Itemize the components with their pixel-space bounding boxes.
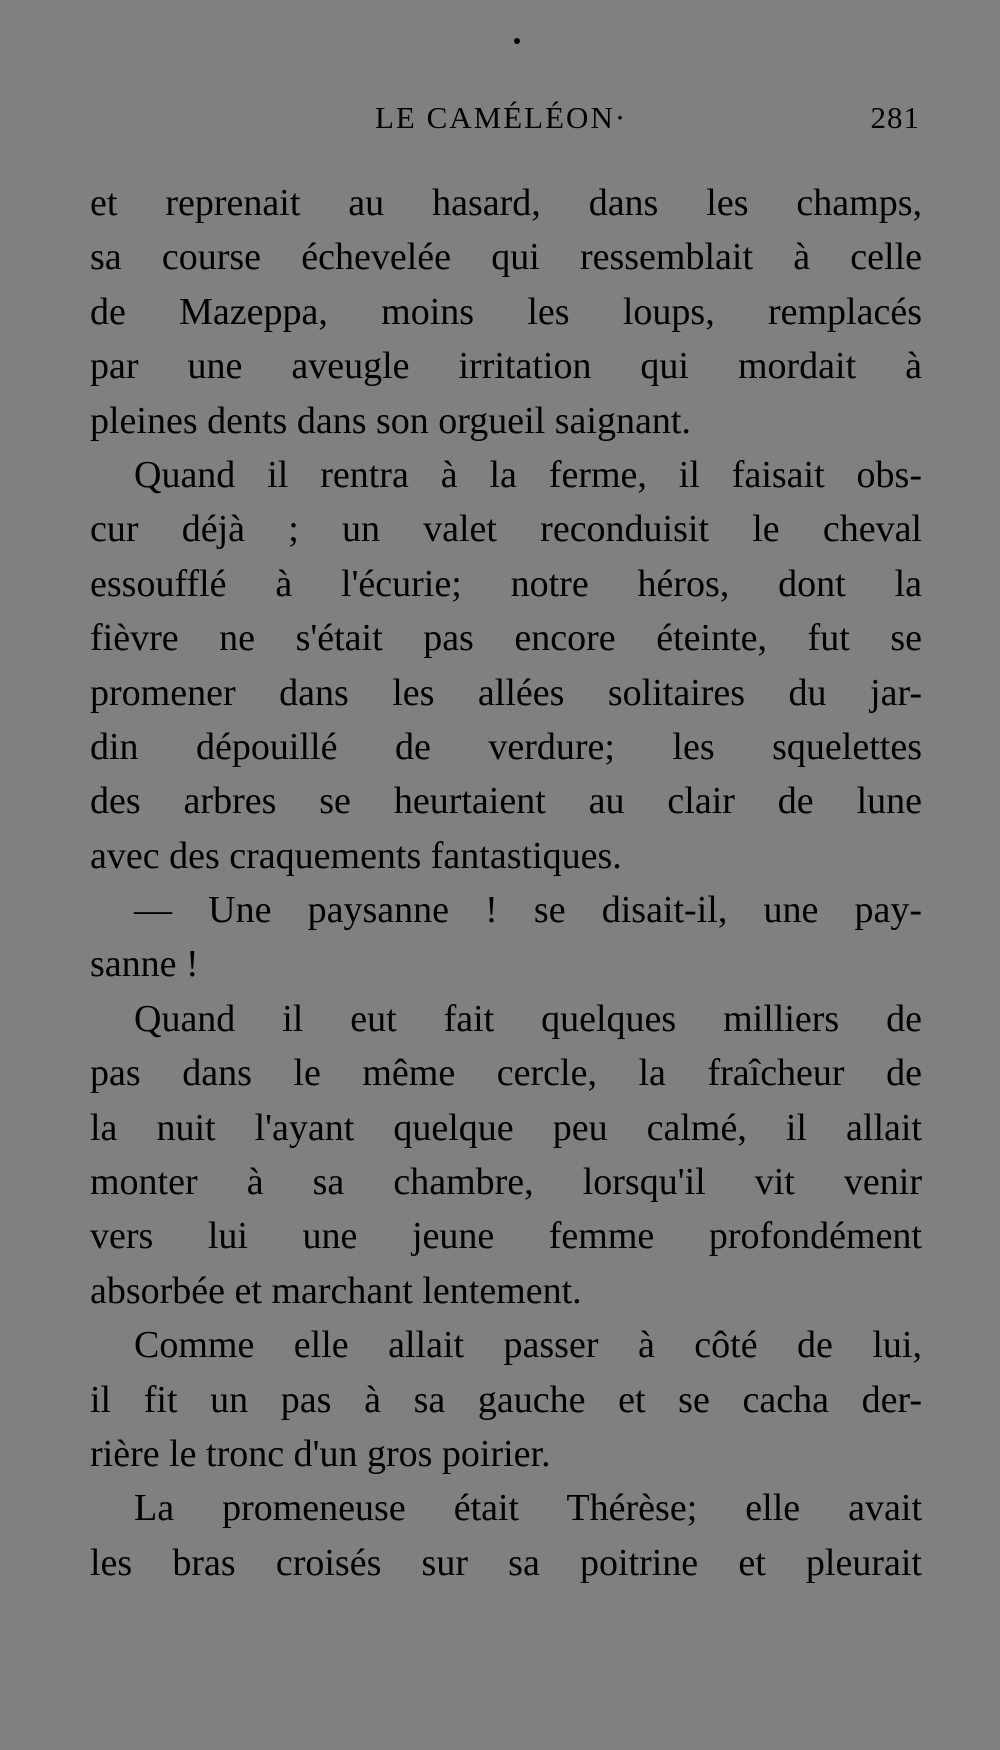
text-line: par une aveugle irritation qui mordait à — [90, 345, 922, 388]
text-line: promener dans les allées solitaires du jar- — [90, 671, 922, 714]
text-line: avec des craquements fantastiques. — [90, 834, 622, 877]
page-number: 281 — [870, 100, 920, 135]
text-line: absorbée et marchant lentement. — [90, 1269, 582, 1312]
text-line: din dépouillé de verdure; les squelettes — [90, 725, 922, 768]
text-line: Quand il eut fait quelques milliers de — [134, 997, 922, 1040]
text-line: pas dans le même cercle, la fraîcheur de — [90, 1052, 922, 1095]
text-line: essoufflé à l'écurie; notre héros, dont la — [90, 562, 922, 605]
text-line: Comme elle allait passer à côté de lui, — [134, 1324, 922, 1367]
text-line: vers lui une jeune femme profondément — [90, 1215, 922, 1258]
text-line: monter à sa chambre, lorsqu'il vit venir — [90, 1161, 922, 1204]
text-line: les bras croisés sur sa poitrine et pleurait — [90, 1541, 922, 1584]
text-line: il fit un pas à sa gauche et se cacha der- — [90, 1378, 922, 1421]
text-line: des arbres se heurtaient au clair de lune — [90, 780, 922, 823]
text-line: de Mazeppa, moins les loups, remplacés — [90, 290, 922, 333]
text-line: rière le tronc d'un gros poirier. — [90, 1432, 551, 1475]
text-line: — Une paysanne ! se disait-il, une pay- — [134, 889, 922, 932]
text-line: fièvre ne s'était pas encore éteinte, fut se — [90, 617, 922, 660]
text-line: pleines dents dans son orgueil saignant. — [90, 399, 691, 442]
text-line: sanne ! — [90, 943, 199, 986]
text-line: cur déjà ; un valet reconduisit le cheval — [90, 508, 922, 551]
text-line: sa course échevelée qui ressemblait à celle — [90, 236, 922, 279]
text-line: Quand il rentra à la ferme, il faisait obs- — [134, 453, 922, 496]
ink-speck — [514, 38, 520, 44]
text-line: et reprenait au hasard, dans les champs, — [90, 182, 922, 224]
page-header — [90, 100, 920, 140]
body-text — [90, 176, 922, 1590]
running-title: LE CAMÉLÉON· — [375, 100, 628, 135]
text-line: la nuit l'ayant quelque peu calmé, il allait — [90, 1106, 922, 1149]
text-line: La promeneuse était Thérèse; elle avait — [134, 1487, 922, 1530]
